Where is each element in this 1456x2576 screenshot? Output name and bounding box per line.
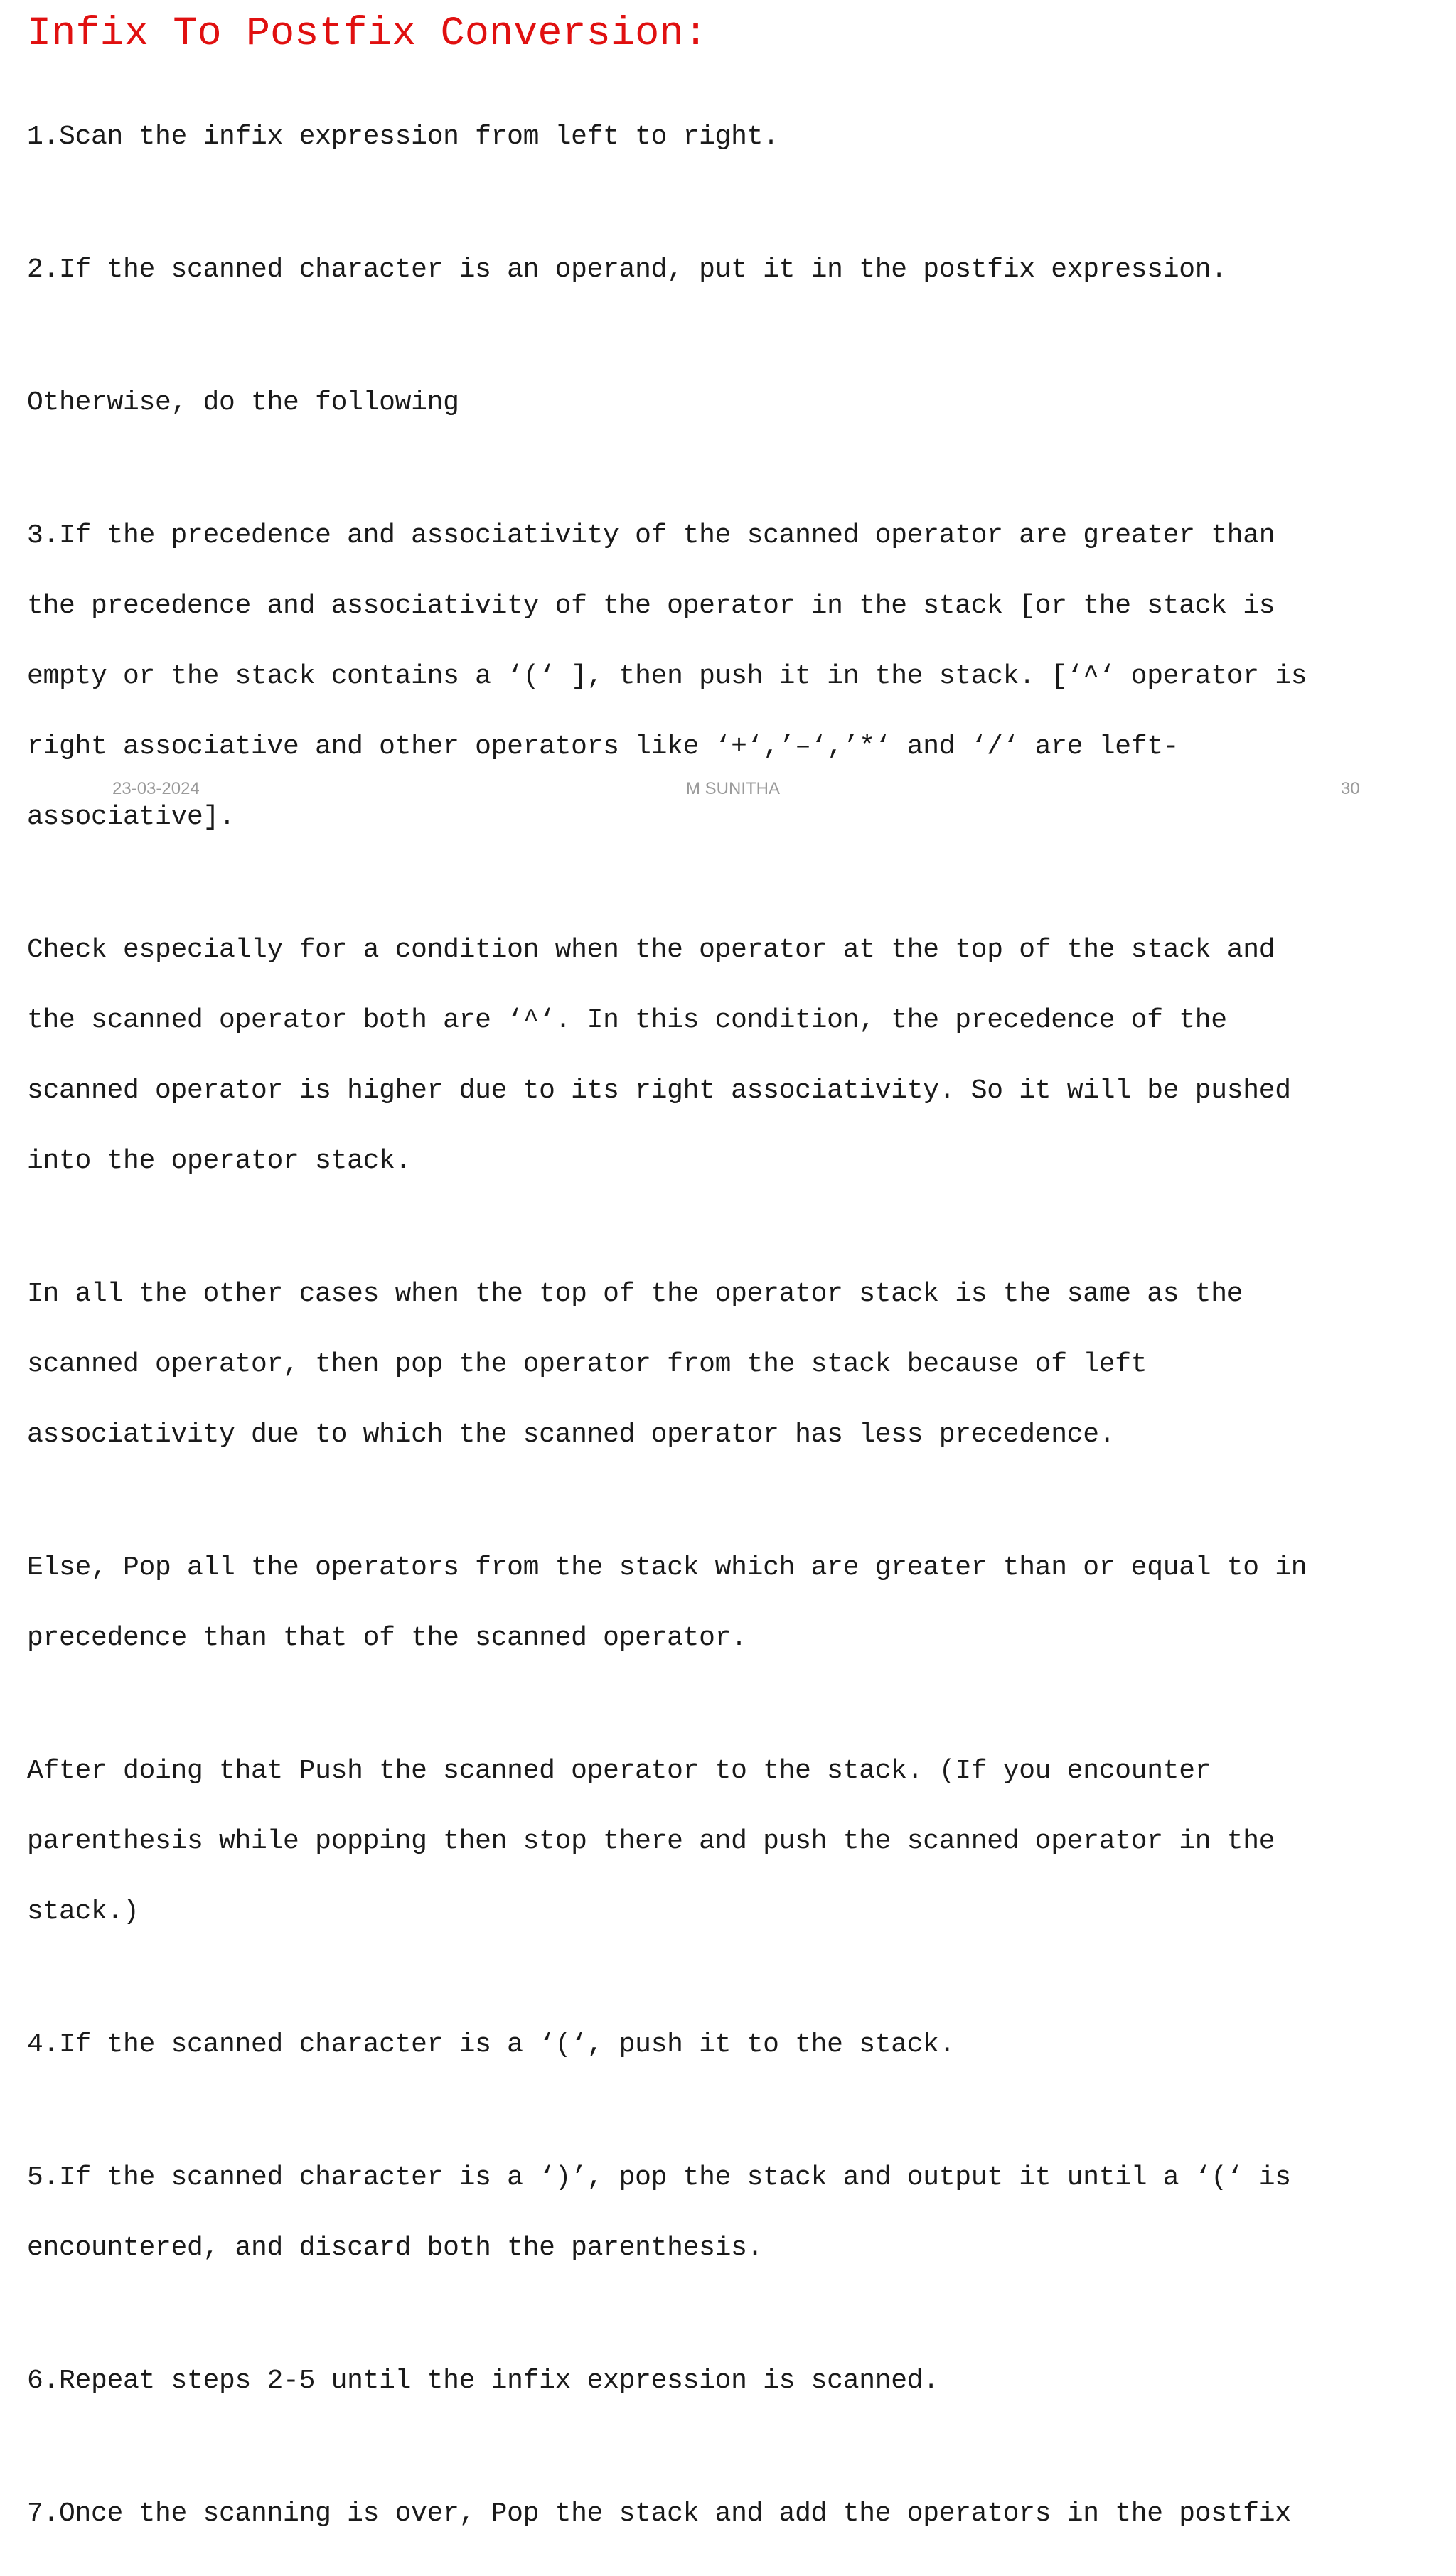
footer-author: M SUNITHA xyxy=(686,779,780,798)
text-line: the precedence and associativity of the operator in the stack [or the stack is xyxy=(27,591,1275,621)
text-line: empty or the stack contains a ‘(‘ ], then push it in the stack. [‘^‘ operator is xyxy=(27,661,1307,692)
text-line: into the operator stack. xyxy=(27,1146,412,1176)
slide-title: Infix To Postfix Conversion: xyxy=(27,11,708,57)
text-line: In all the other cases when the top of the operator stack is the same as the xyxy=(27,1279,1243,1309)
text-line: 6.Repeat steps 2-5 until the infix expression is scanned. xyxy=(27,2366,939,2396)
text-line: Otherwise, do the following xyxy=(27,387,459,418)
text-line: right associative and other operators like ‘+‘,’–‘,’*‘ and ‘/‘ are left- xyxy=(27,731,1179,762)
step-1-paragraph xyxy=(27,78,1420,195)
footer-date: 23-03-2024 xyxy=(112,779,200,798)
step-6-paragraph xyxy=(27,2322,1420,2440)
push-scanned-paragraph xyxy=(27,1712,1420,1970)
step-4-paragraph xyxy=(27,1986,1420,2103)
text-line: encountered, and discard both the parenthesis. xyxy=(27,2233,764,2263)
step-2-paragraph xyxy=(27,211,1420,328)
text-line: associative]. xyxy=(27,802,235,832)
text-line: associativity due to which the scanned operator has less precedence. xyxy=(27,1420,1115,1450)
text-line: Else, Pop all the operators from the stack which are greater than or equal to in xyxy=(27,1552,1307,1583)
other-cases-paragraph xyxy=(27,1235,1420,1493)
text-line: 7.Once the scanning is over, Pop the stack and add the operators in the postfix xyxy=(27,2499,1291,2529)
step-3-paragraph xyxy=(27,477,1420,876)
text-line: parenthesis while popping then stop there and push the scanned operator in the xyxy=(27,1826,1275,1857)
slide-page-number: 30 xyxy=(1341,779,1360,798)
text-line: 4.If the scanned character is a ‘(‘, push it to the stack. xyxy=(27,2029,956,2060)
text-line: scanned operator, then pop the operator from the stack because of left xyxy=(27,1349,1147,1380)
text-line: the scanned operator both are ‘^‘. In this condition, the precedence of the xyxy=(27,1005,1227,1036)
text-line: 3.If the precedence and associativity of the scanned operator are greater than xyxy=(27,520,1275,551)
text-line: 1.Scan the infix expression from left to right. xyxy=(27,122,779,152)
text-line: scanned operator is higher due to its right associativity. So it will be pushed xyxy=(27,1075,1291,1106)
text-line: After doing that Push the scanned operator to the stack. (If you encounter xyxy=(27,1756,1211,1786)
text-line: 5.If the scanned character is a ‘)’, pop the stack and output it until a ‘(‘ is xyxy=(27,2162,1291,2193)
step-5-paragraph xyxy=(27,2119,1420,2307)
slide-body xyxy=(27,78,1420,2529)
otherwise-paragraph xyxy=(27,344,1420,461)
text-line: Check especially for a condition when the operator at the top of the stack and xyxy=(27,935,1275,965)
else-pop-paragraph xyxy=(27,1509,1420,1697)
text-line: precedence than that of the scanned operator. xyxy=(27,1623,747,1653)
text-line: 2.If the scanned character is an operand, put it in the postfix expression. xyxy=(27,254,1227,285)
step-7-paragraph xyxy=(27,2455,1420,2572)
text-line: stack.) xyxy=(27,1896,139,1927)
caret-check-paragraph xyxy=(27,891,1420,1220)
